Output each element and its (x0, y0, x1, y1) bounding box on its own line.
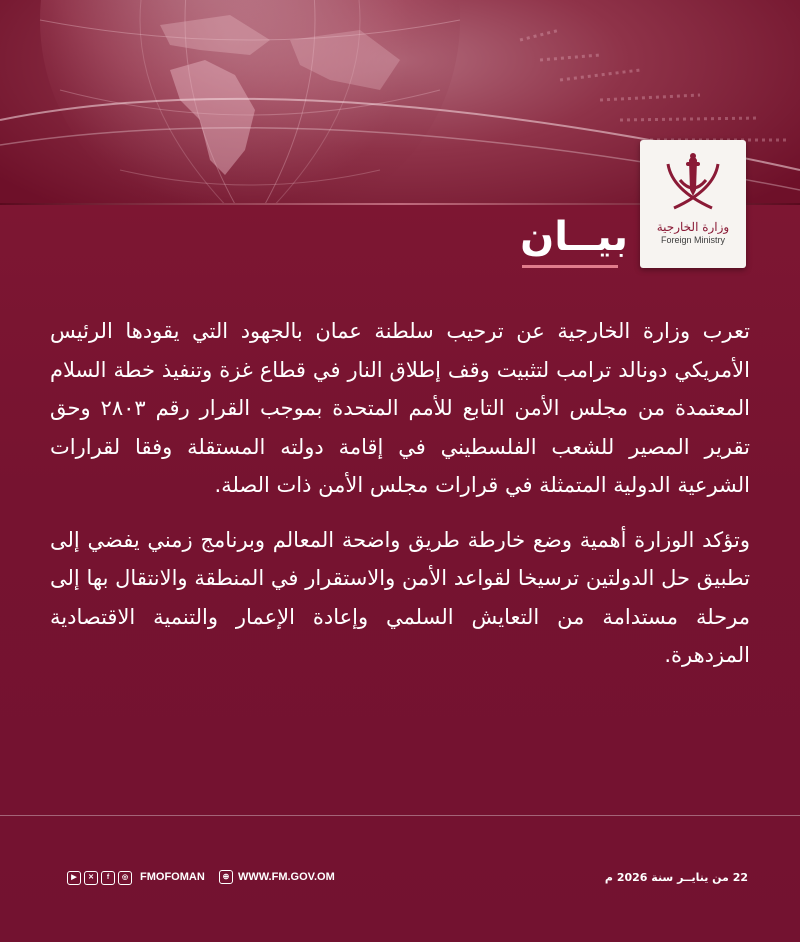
twitter-icon[interactable]: ✕ (84, 871, 98, 885)
statement-date: 22 من ينايــر سنة 2026 م (604, 871, 748, 884)
statement-paragraph-2: وتؤكد الوزارة أهمية وضع خارطة طريق واضحة المعالم وبرنامج زمني يفضي إلى تطبيق حل الدولتين ترسيخا لقواعد الأمن والاستقرار في المنطقة والانتقال بها إلى مرحلة مستدامة من التعايش السلمي وإعادة الإعمار والتنمية الاقتصادية المزدهرة. (50, 527, 750, 667)
statement-body (50, 312, 750, 691)
website-link[interactable]: WWW.FM.GOV.OM (238, 871, 335, 883)
title-underline (522, 265, 618, 268)
footer (0, 860, 800, 896)
ministry-logo (640, 140, 746, 268)
statement-paragraph-1: تعرب وزارة الخارجية عن ترحيب سلطنة عمان بالجهود التي يقودها الرئيس الأمريكي دونالد ترامب لتثبيت وقف إطلاق النار في قطاع غزة وتنفيذ خطة السلام المعتمدة من مجلس الأمن التابع للأمم المتحدة بموجب القرار رقم ٢٨٠٣ وحق تقرير المصير للشعب الفلسطيني في إقامة دولته المستقلة وفقا لقرارات الشرعية الدولية المتمثلة في قرارات مجلس الأمن ذات الصلة. (50, 319, 751, 497)
instagram-icon[interactable]: ◎ (118, 871, 132, 885)
youtube-icon[interactable]: ▶ (67, 871, 81, 885)
facebook-icon[interactable]: f (101, 871, 115, 885)
globe-icon: ⊕ (219, 870, 233, 884)
statement-title: بيــان (520, 214, 628, 260)
logo-arabic-name: وزارة الخارجية (656, 220, 730, 234)
oman-khanjar-emblem (662, 150, 724, 214)
footer-divider (0, 815, 800, 816)
logo-english-name: Foreign Ministry (660, 235, 725, 245)
social-handle[interactable]: FMOFOMAN (140, 871, 205, 883)
social-links (67, 871, 132, 885)
